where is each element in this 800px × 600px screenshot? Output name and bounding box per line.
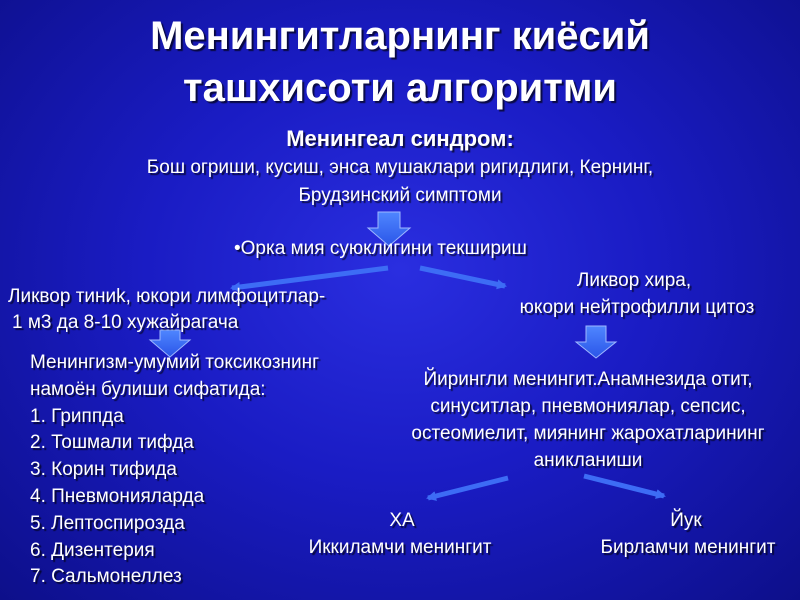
list-item: 1. Гриппда xyxy=(30,405,124,427)
left-branch-line-2: 1 м3 да 8-10 хужайрагача xyxy=(12,312,239,333)
arrow-to-right-branch xyxy=(420,268,505,286)
secondary-meningitis-label: Иккиламчи менингит xyxy=(308,537,492,558)
page-title-line-2: ташхисоти алгоритми xyxy=(182,66,618,110)
purulent-meningitis-node xyxy=(411,366,764,474)
yes-label: ХА xyxy=(389,510,415,531)
list-item: 7. Сальмонеллез xyxy=(30,566,182,588)
arrow-to-no xyxy=(584,476,664,496)
primary-meningitis-label: Бирламчи менингит xyxy=(600,537,776,558)
meningism-intro-line-1: Менингизм-умумий токсикознинг xyxy=(30,352,320,373)
list-item: 5. Лептоспирозда xyxy=(30,512,185,534)
purulent-line-2: синуситлар, пневмониялар, сепсис, xyxy=(430,396,746,417)
purulent-line-1: Йирингли менингит.Анамнезида отит, xyxy=(423,369,753,390)
list-item: 2. Тошмали тифда xyxy=(30,432,194,454)
no-label: Йук xyxy=(670,510,702,531)
right-branch-line-1: Ликвор хира, xyxy=(576,270,692,291)
down-arrow-right xyxy=(576,326,616,358)
csf-check-node: •Орка мия суюклигини текшириш xyxy=(234,238,527,259)
purulent-line-3: остеомиелит, миянинг жарохатларининг xyxy=(411,423,765,444)
meningism-list xyxy=(30,350,319,591)
list-item: 6. Дизентерия xyxy=(30,539,155,561)
arrow-to-yes xyxy=(428,478,508,498)
left-branch-line-1: Ликвор тиниk, юкори лимфоцитлар- xyxy=(8,286,326,307)
meningism-intro-line-2: намоён булиши сифатида: xyxy=(30,378,266,400)
page-title-line-1: Менингитларнинг киёсий xyxy=(150,14,650,58)
list-item: 3. Корин тифида xyxy=(30,459,177,481)
syndrome-text-line-2: Брудзинский симптоми xyxy=(298,185,502,206)
syndrome-text-line-1: Бош огриши, кусиш, энса мушаклари ригидлиги, Кернинг, xyxy=(146,157,654,178)
right-branch-line-2: юкори нейтрофилли цитоз xyxy=(519,297,755,318)
arrow-to-left-branch xyxy=(232,268,388,288)
syndrome-heading: Менингеал синдром: xyxy=(286,126,514,151)
purulent-line-4: аникланиши xyxy=(533,450,643,471)
list-item: 4. Пневмонияларда xyxy=(30,485,205,507)
